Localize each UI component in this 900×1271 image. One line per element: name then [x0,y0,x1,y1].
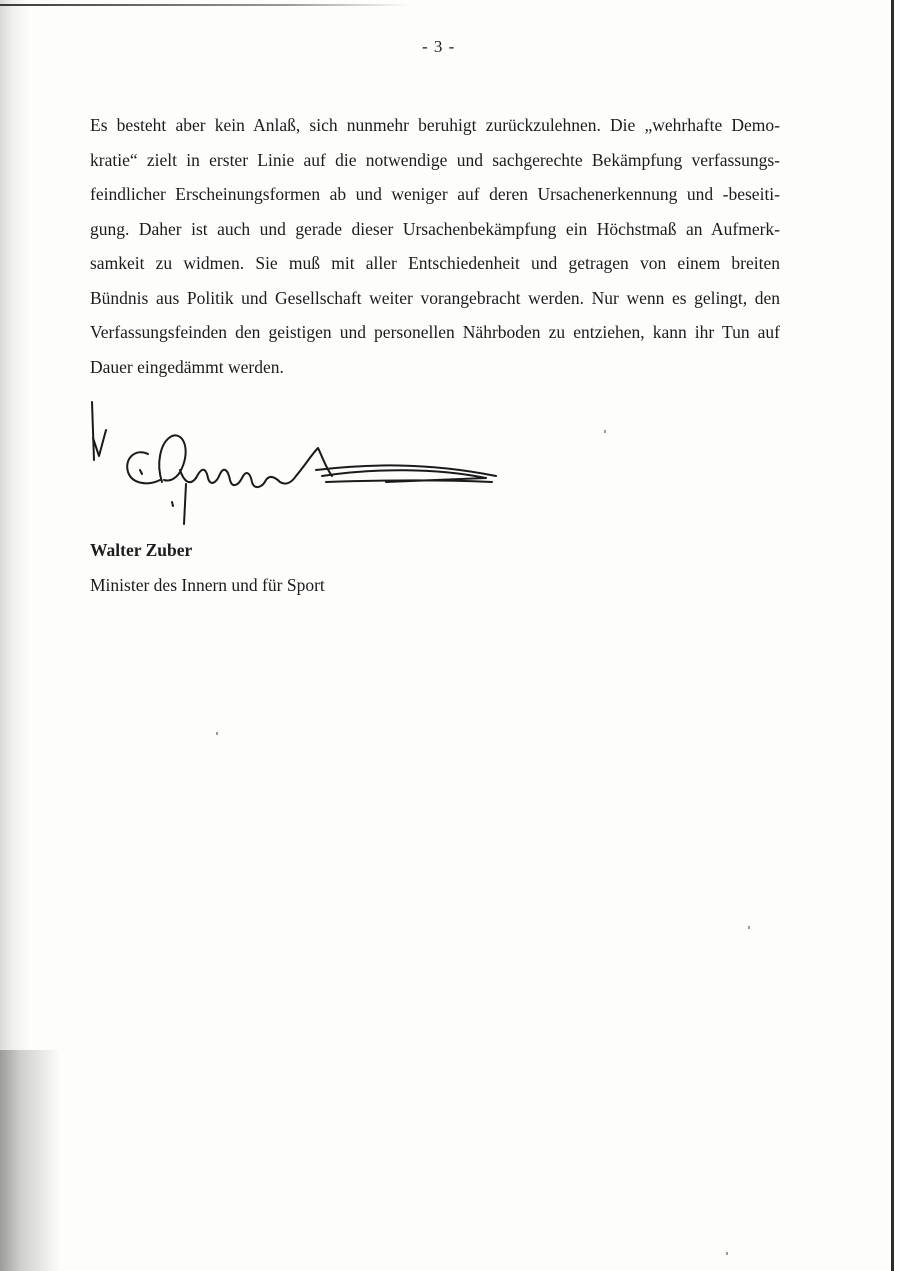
body-line: gung. Daher ist auch und gerade dieser Ursachenbekämpfung ein Höchstmaß an Aufmerk- [90,218,780,239]
scan-edge-right [891,0,894,1271]
handwritten-signature [86,398,506,528]
scan-speck [748,926,750,929]
body-line: Verfassungsfeinden den geistigen und personellen Nährboden zu entziehen, kann ihr Tun auf [90,322,780,342]
page-number: - 3 - [422,37,456,56]
scan-edge-top [0,4,410,6]
scan-speck [726,1252,728,1255]
scan-shadow-left-bottom [0,1050,60,1271]
body-line: Bündnis aus Politik und Gesellschaft weiter vorangebracht werden. Nur wenn es gelingt, den [90,287,780,308]
body-line: feindlicher Erscheinungsformen ab und weniger auf deren Ursachenerkennung und -beseiti- [90,184,780,204]
body-line: Es besteht aber kein Anlaß, sich nunmehr beruhigt zurückzulehnen. Die „wehrhafte Demo- [90,115,780,135]
body-paragraph [90,108,780,384]
signer-title: Minister des Innern und für Sport [90,575,325,595]
scan-speck [216,732,218,735]
scan-speck [604,430,606,433]
body-line: samkeit zu widmen. Sie muß mit aller Entschiedenheit und getragen von einem breiten [90,253,780,273]
body-line: Dauer eingedämmt werden. [90,356,284,377]
signer-name: Walter Zuber [90,540,193,560]
body-line: kratie“ zielt in erster Linie auf die notwendige und sachgerechte Bekämpfung verfassungs- [90,149,780,170]
